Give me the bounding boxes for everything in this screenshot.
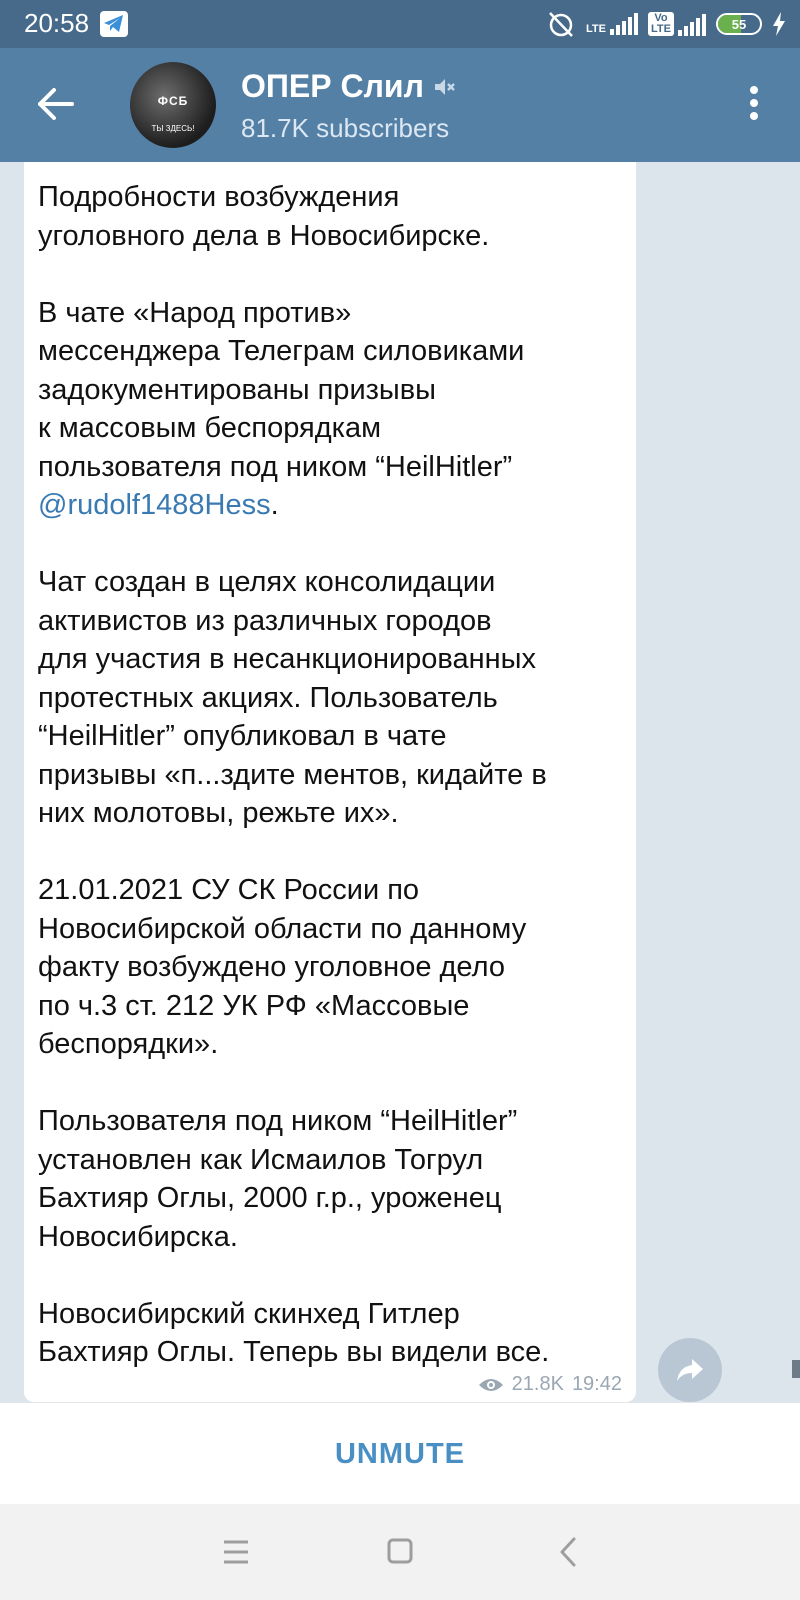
status-bar — [0, 0, 800, 48]
message-paragraph: Чат создан в целях консолидации активистов из различных городов для участия в несанкционированных протестных акциях. Пользователь “HeilHitler” опубликовал в чате призывы «п...здите ментов, кидайте в них молотовы, режьте их». — [38, 566, 547, 829]
signal-2-icon — [678, 14, 706, 36]
home-square-icon[interactable] — [380, 1534, 420, 1570]
status-time: 20:58 — [24, 8, 90, 38]
message-paragraph: Новосибирский скинхед Гитлер Бахтияр Оглы. Теперь вы видели все. — [38, 1297, 550, 1368]
system-nav-bar — [0, 1504, 800, 1600]
view-count: 21.8K — [511, 1373, 564, 1395]
channel-title-text: ОПЕР Слил — [241, 68, 424, 104]
battery-icon — [716, 13, 762, 35]
message-time: 19:42 — [571, 1373, 622, 1395]
network-lte-2 — [648, 12, 706, 36]
share-icon — [675, 1357, 705, 1383]
volte-tag: Vo LTE — [648, 12, 674, 36]
message-paragraph: 21.01.2021 СУ СК России по Новосибирской области по данному факту возбуждено уголовное дело по ч.3 ст. 212 УК РФ «Массовые беспорядки». — [38, 874, 527, 1060]
avatar-label: ФСБ — [157, 94, 189, 108]
battery-level: 55 — [731, 17, 747, 32]
chat-header — [0, 48, 800, 162]
user-mention-link[interactable]: @rudolf1488Hess — [38, 489, 271, 521]
channel-title[interactable] — [241, 68, 456, 105]
unmute-bar — [0, 1402, 800, 1505]
more-vert-icon[interactable] — [750, 86, 760, 126]
back-chevron-icon[interactable] — [548, 1534, 588, 1570]
telegram-notification-icon — [100, 11, 128, 37]
message-bubble[interactable] — [24, 162, 636, 1402]
share-button[interactable] — [658, 1338, 722, 1402]
chat-area[interactable] — [0, 162, 800, 1402]
menu-lines-icon[interactable] — [216, 1534, 256, 1570]
network-lte-1 — [586, 13, 638, 35]
status-icons — [546, 8, 786, 40]
back-arrow-icon[interactable] — [36, 84, 76, 124]
signal-1-icon — [610, 13, 638, 35]
muted-icon — [432, 75, 456, 99]
message-paragraph-tail: . — [270, 489, 279, 521]
lte-tag: LTE — [586, 23, 606, 35]
unmute-button[interactable]: UNMUTE — [334, 1437, 466, 1470]
message-paragraph: Пользователя под ником “HeilHitler” установлен как Исмаилов Тогрул Бахтияр Оглы, 2000 г.р., уроженец Новосибирска. — [38, 1105, 518, 1253]
alarm-off-icon — [546, 9, 576, 39]
eye-icon — [478, 1376, 504, 1394]
subscriber-count: 81.7K subscribers — [241, 113, 450, 143]
message-paragraph: Подробности возбуждения уголовного дела в Новосибирске. — [38, 181, 490, 252]
message-text — [38, 178, 628, 1372]
channel-avatar[interactable] — [130, 62, 216, 148]
charging-icon — [772, 12, 786, 36]
message-meta — [478, 1373, 622, 1396]
message-paragraph-text: В чате «Народ против» мессенджера Телеграм силовиками задокументированы призывы к массовым беспорядкам пользователя под ником “HeilHitler” — [38, 296, 525, 483]
message-paragraph-mention — [38, 294, 628, 525]
scroll-indicator[interactable] — [792, 1360, 800, 1378]
avatar-sublabel: ТЫ ЗДЕСЬ! — [151, 124, 195, 133]
